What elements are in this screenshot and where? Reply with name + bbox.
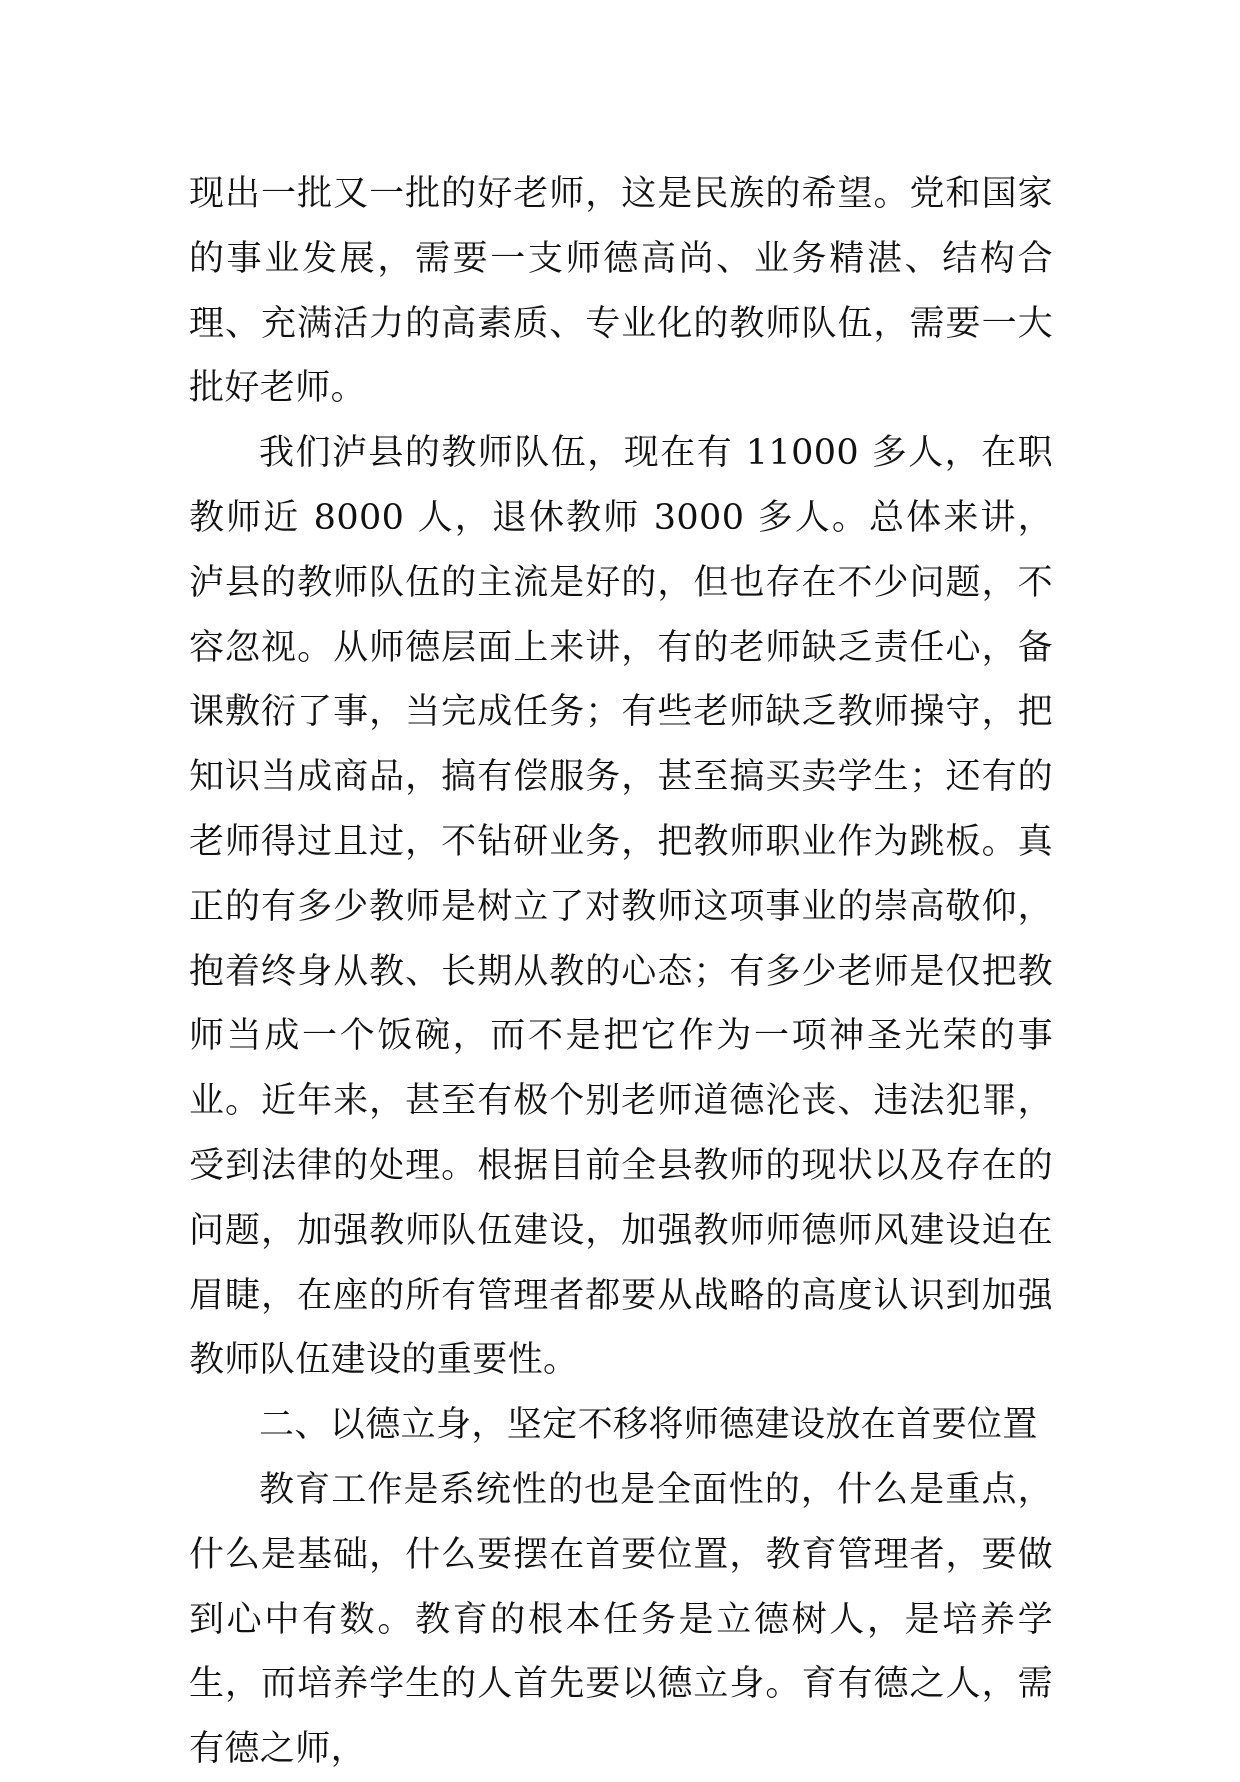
document-page xyxy=(189,162,1053,1782)
section-heading: 二、以德立身，坚定不移将师德建设放在首要位置 xyxy=(259,1405,1038,1446)
paragraph-education-work: 教育工作是系统性的也是全面性的，什么是重点，什么是基础，什么要摆在首要位置，教育管理者，要做到心中有数。教育的根本任务是立德树人，是培养学生，而培养学生的人首先要以德立身。育有德之人，需有德之师， xyxy=(189,1469,1053,1770)
paragraph-continuation: 现出一批又一批的好老师，这是民族的希望。党和国家的事业发展，需要一支师德高尚、业务精湛、结构合理、充满活力的高素质、专业化的教师队伍，需要一大批好老师。 xyxy=(189,174,1053,409)
paragraph-teacher-team: 我们泸县的教师队伍，现在有 11000 多人，在职教师近 8000 人，退休教师 3000 多人。总体来讲，泸县的教师队伍的主流是好的，但也存在不少问题，不容忽视。从师德层面上来讲，有的老师缺乏责任心，备课敷衍了事，当完成任务；有些老师缺乏教师操守，把知识当成商品，搞有偿服务，甚至搞买卖学生；还有的老师得过且过，不钻研业务，把教师职业作为跳板。真正的有多少教师是树立了对教师这项事业的崇高敬仰，抱着终身从教、长期从教的心态；有多少老师是仅把教师当成一个饭碗，而不是把它作为一项神圣光荣的事业。近年来，甚至有极个别老师道德沦丧、违法犯罪，受到法律的处理。根据目前全县教师的现状以及存在的问题，加强教师队伍建设，加强教师师德师风建设迫在眉睫，在座的所有管理者都要从战略的高度认识到加强教师队伍建设的重要性。 xyxy=(189,433,1053,1381)
